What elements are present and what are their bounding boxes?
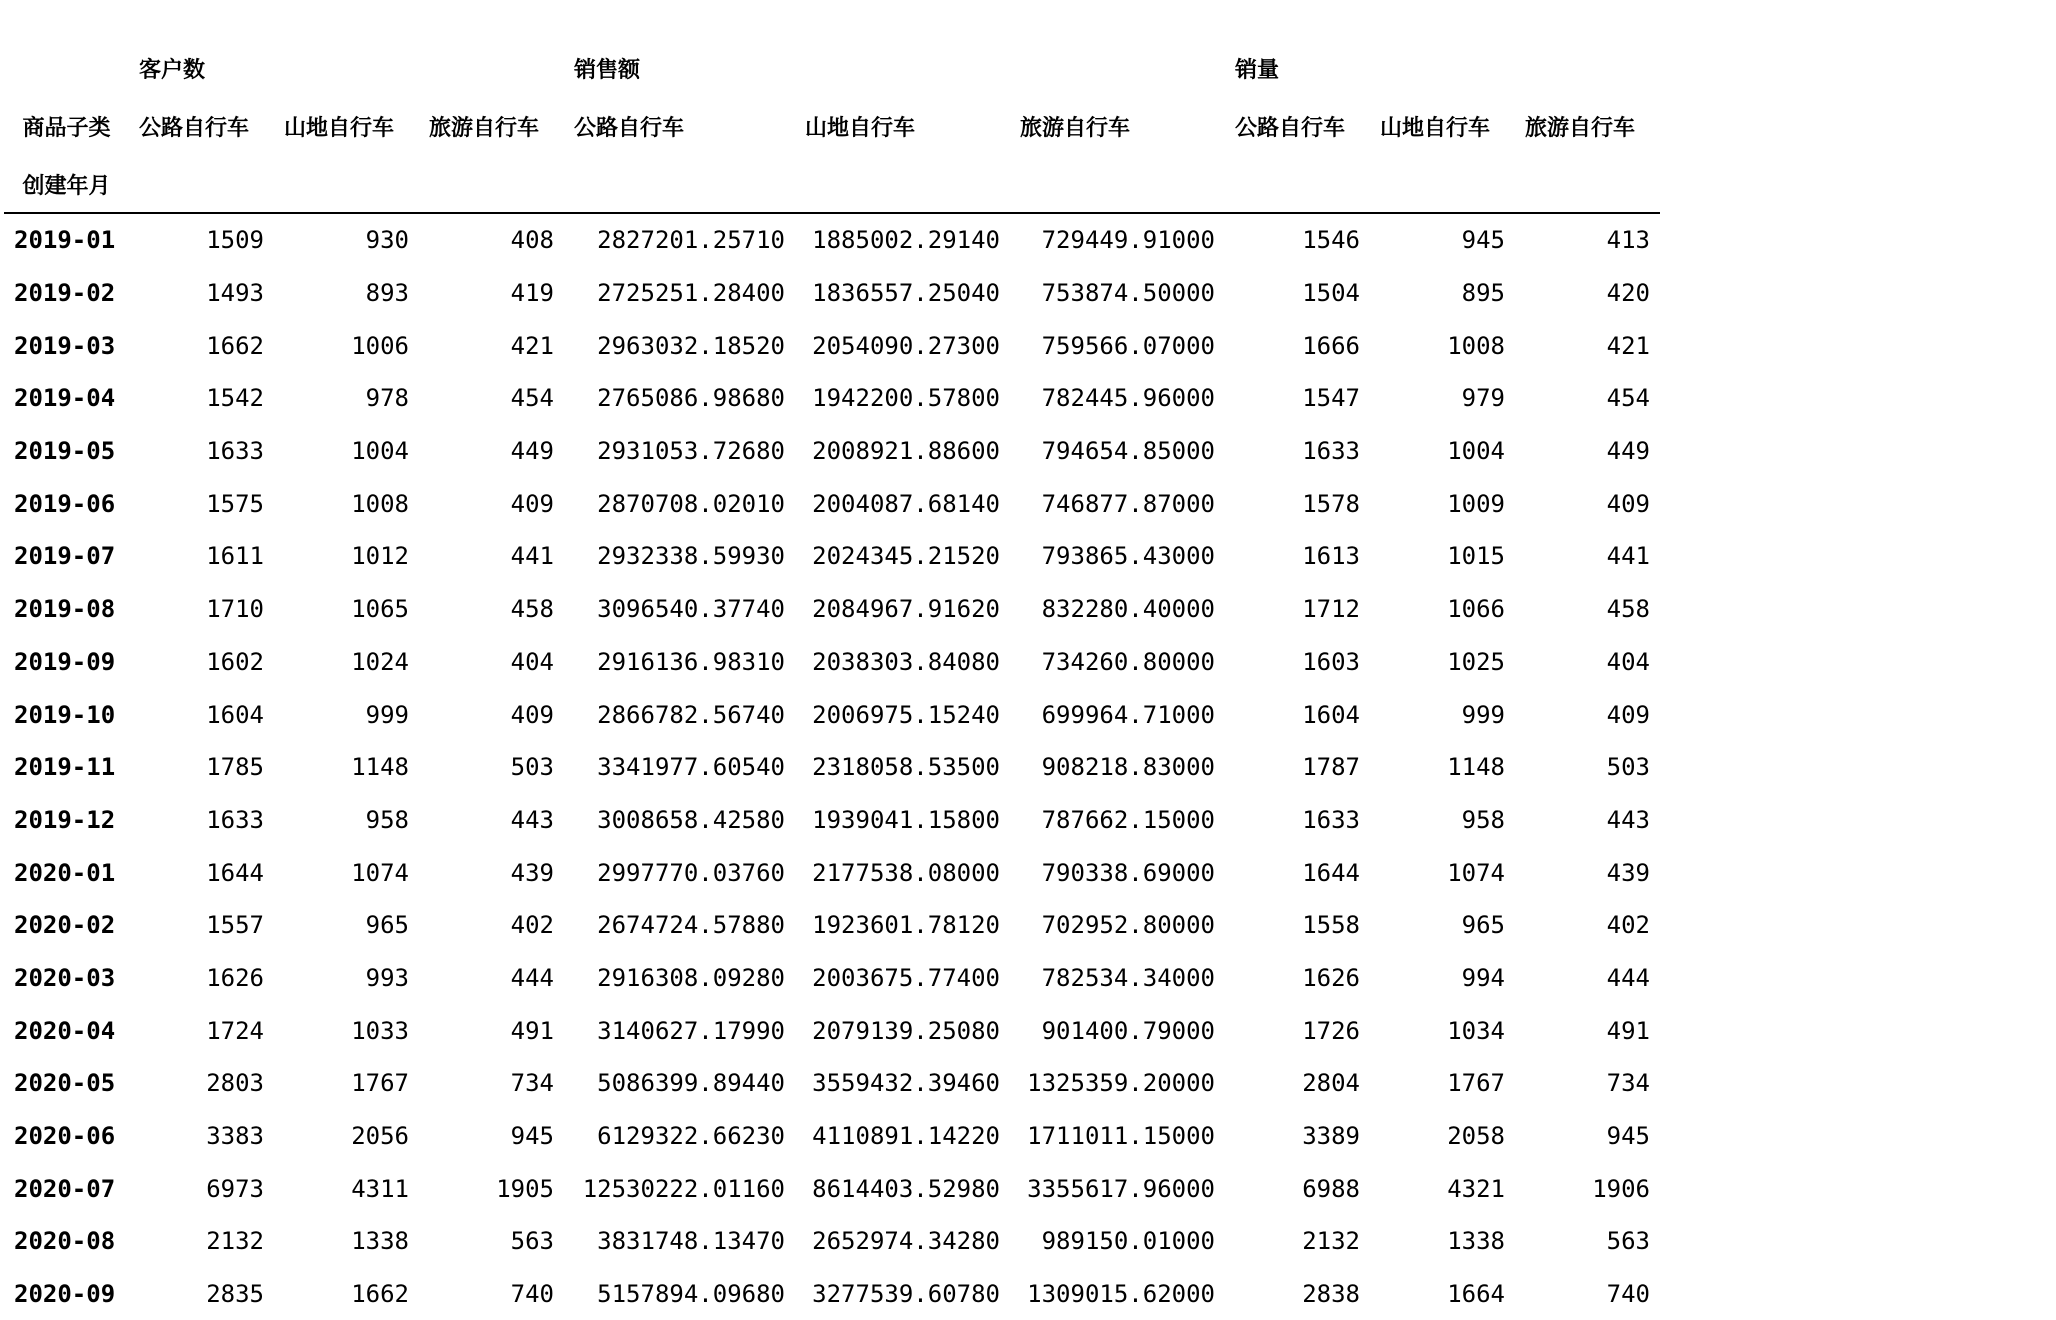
cell-quantity-road: 1626 [1302,963,1360,992]
cell-sales-touring: 782534.34000 [1041,963,1215,992]
table-row [4,425,1660,478]
cell-quantity-road: 1712 [1302,595,1360,624]
cell-sales-touring: 699964.71000 [1041,700,1215,729]
row-label-month: 2019-06 [14,489,116,518]
row-label-month: 2020-08 [14,1227,116,1256]
cell-quantity-touring: 563 [1606,1227,1650,1256]
cell-sales-mountain: 2006975.15240 [812,700,1000,729]
cell-sales-road: 3831748.13470 [597,1227,785,1256]
group-header-customers: 客户数 [139,57,206,83]
cell-customers-touring: 443 [510,805,554,834]
cell-quantity-mountain: 1009 [1447,489,1505,518]
cell-quantity-mountain: 999 [1461,700,1505,729]
cell-quantity-mountain: 979 [1461,384,1505,413]
cell-sales-touring: 734260.80000 [1041,647,1215,676]
cell-quantity-road: 1787 [1302,753,1360,782]
cell-customers-touring: 441 [510,542,554,571]
cell-sales-road: 3096540.37740 [597,595,785,624]
row-label-month: 2019-07 [14,542,116,571]
cell-quantity-mountain: 958 [1461,805,1505,834]
cell-customers-mountain: 930 [365,226,409,255]
cell-sales-mountain: 2318058.53500 [812,753,1000,782]
table-row [4,688,1660,741]
cell-sales-road: 2866782.56740 [597,700,785,729]
cell-quantity-road: 1547 [1302,384,1360,413]
cell-sales-road: 2931053.72680 [597,437,785,466]
cell-sales-mountain: 1942200.57800 [812,384,1000,413]
cell-quantity-mountain: 1338 [1447,1227,1505,1256]
row-label-month: 2019-01 [14,226,116,255]
table-row [4,741,1660,794]
group-header-quantity: 销量 [1235,57,1280,83]
table-row [4,636,1660,689]
cell-sales-road: 2674724.57880 [597,911,785,940]
cell-quantity-mountain: 2058 [1447,1122,1505,1151]
cell-sales-touring: 901400.79000 [1041,1016,1215,1045]
cell-sales-mountain: 1836557.25040 [812,279,1000,308]
cell-quantity-road: 1546 [1302,226,1360,255]
cell-customers-road: 1644 [206,858,264,887]
cell-quantity-touring: 1906 [1592,1174,1650,1203]
cell-sales-touring: 790338.69000 [1041,858,1215,887]
cell-customers-road: 1604 [206,700,264,729]
table-row [4,899,1660,952]
row-label-month: 2020-06 [14,1122,116,1151]
cell-quantity-mountain: 945 [1461,226,1505,255]
cell-sales-touring: 832280.40000 [1041,595,1215,624]
cell-customers-touring: 458 [510,595,554,624]
row-label-month: 2020-02 [14,911,116,940]
cell-customers-mountain: 4311 [351,1174,409,1203]
subcategory-header: 公路自行车 [1235,115,1346,141]
cell-sales-road: 12530222.01160 [582,1174,785,1203]
cell-customers-touring: 409 [510,700,554,729]
table-row [4,213,1660,267]
cell-sales-road: 6129322.66230 [597,1122,785,1151]
cell-customers-mountain: 1148 [351,753,409,782]
cell-sales-road: 2827201.25710 [597,226,785,255]
table-header [4,40,1660,213]
row-label-month: 2019-02 [14,279,116,308]
cell-quantity-touring: 945 [1606,1122,1650,1151]
row-index-name: 创建年月 [22,173,111,199]
table-row [4,477,1660,530]
cell-sales-mountain: 1923601.78120 [812,911,1000,940]
cell-customers-road: 1710 [206,595,264,624]
pivot-table-container [4,40,1660,1320]
subcategory-header: 旅游自行车 [1020,115,1131,141]
cell-quantity-touring: 734 [1606,1069,1650,1098]
cell-sales-touring: 908218.83000 [1041,753,1215,782]
table-row [4,1057,1660,1110]
cell-quantity-mountain: 1015 [1447,542,1505,571]
row-label-month: 2020-07 [14,1174,116,1203]
table-row [4,1268,1660,1320]
table-row [4,952,1660,1005]
cell-sales-touring: 3355617.96000 [1027,1174,1215,1203]
cell-customers-road: 1633 [206,805,264,834]
cell-sales-mountain: 2004087.68140 [812,489,1000,518]
cell-customers-road: 1557 [206,911,264,940]
cell-quantity-road: 1603 [1302,647,1360,676]
cell-quantity-touring: 449 [1606,437,1650,466]
cell-quantity-touring: 491 [1606,1016,1650,1045]
cell-customers-mountain: 999 [365,700,409,729]
cell-quantity-mountain: 1008 [1447,331,1505,360]
cell-sales-touring: 782445.96000 [1041,384,1215,413]
cell-quantity-touring: 503 [1606,753,1650,782]
row-label-month: 2019-04 [14,384,116,413]
cell-quantity-mountain: 1148 [1447,753,1505,782]
cell-quantity-touring: 454 [1606,384,1650,413]
cell-sales-road: 2870708.02010 [597,489,785,518]
row-label-month: 2019-10 [14,700,116,729]
cell-sales-touring: 729449.91000 [1041,226,1215,255]
cell-customers-mountain: 993 [365,963,409,992]
subcategory-header: 公路自行车 [139,115,250,141]
cell-sales-mountain: 3559432.39460 [812,1069,1000,1098]
cell-customers-mountain: 1767 [351,1069,409,1098]
columns-index-name: 商品子类 [22,115,111,141]
cell-quantity-road: 6988 [1302,1174,1360,1203]
cell-customers-road: 1724 [206,1016,264,1045]
row-label-month: 2020-09 [14,1280,116,1309]
cell-customers-road: 1602 [206,647,264,676]
table-row [4,1162,1660,1215]
cell-quantity-road: 1633 [1302,437,1360,466]
cell-quantity-touring: 402 [1606,911,1650,940]
cell-sales-road: 2963032.18520 [597,331,785,360]
cell-customers-mountain: 978 [365,384,409,413]
table-row [4,1110,1660,1163]
cell-customers-touring: 404 [510,647,554,676]
cell-quantity-touring: 458 [1606,595,1650,624]
cell-quantity-mountain: 1066 [1447,595,1505,624]
cell-customers-mountain: 1338 [351,1227,409,1256]
cell-quantity-touring: 404 [1606,647,1650,676]
cell-customers-mountain: 965 [365,911,409,940]
cell-customers-mountain: 2056 [351,1122,409,1151]
cell-quantity-road: 1604 [1302,700,1360,729]
subcategory-header: 山地自行车 [284,115,395,141]
cell-sales-mountain: 4110891.14220 [812,1122,1000,1151]
cell-customers-mountain: 1033 [351,1016,409,1045]
table-row [4,530,1660,583]
cell-sales-touring: 793865.43000 [1041,542,1215,571]
cell-quantity-touring: 444 [1606,963,1650,992]
cell-customers-road: 1633 [206,437,264,466]
cell-customers-road: 1542 [206,384,264,413]
cell-quantity-road: 1578 [1302,489,1360,518]
cell-customers-mountain: 958 [365,805,409,834]
cell-customers-mountain: 1006 [351,331,409,360]
table-row [4,1215,1660,1268]
cell-quantity-touring: 439 [1606,858,1650,887]
cell-customers-mountain: 1662 [351,1280,409,1309]
row-label-month: 2020-01 [14,858,116,887]
cell-customers-touring: 1905 [496,1174,554,1203]
cell-customers-road: 3383 [206,1122,264,1151]
cell-quantity-touring: 409 [1606,489,1650,518]
cell-quantity-road: 2838 [1302,1280,1360,1309]
table-row [4,1004,1660,1057]
table-row [4,583,1660,636]
cell-customers-touring: 454 [510,384,554,413]
cell-customers-road: 1509 [206,226,264,255]
cell-sales-mountain: 2054090.27300 [812,331,1000,360]
cell-quantity-touring: 409 [1606,700,1650,729]
cell-customers-mountain: 1024 [351,647,409,676]
cell-sales-mountain: 2079139.25080 [812,1016,1000,1045]
table-row [4,319,1660,372]
cell-quantity-mountain: 895 [1461,279,1505,308]
subcategory-header: 山地自行车 [805,115,916,141]
cell-quantity-road: 1558 [1302,911,1360,940]
cell-sales-road: 2997770.03760 [597,858,785,887]
table-row [4,267,1660,320]
cell-quantity-road: 2132 [1302,1227,1360,1256]
cell-sales-touring: 794654.85000 [1041,437,1215,466]
cell-customers-road: 1785 [206,753,264,782]
cell-quantity-mountain: 4321 [1447,1174,1505,1203]
cell-sales-mountain: 2652974.34280 [812,1227,1000,1256]
cell-sales-mountain: 2008921.88600 [812,437,1000,466]
cell-quantity-mountain: 965 [1461,911,1505,940]
cell-quantity-road: 1613 [1302,542,1360,571]
cell-quantity-touring: 441 [1606,542,1650,571]
cell-sales-touring: 702952.80000 [1041,911,1215,940]
row-label-month: 2020-05 [14,1069,116,1098]
cell-quantity-mountain: 994 [1461,963,1505,992]
cell-quantity-road: 1504 [1302,279,1360,308]
cell-customers-touring: 740 [510,1280,554,1309]
cell-customers-touring: 945 [510,1122,554,1151]
cell-sales-road: 3341977.60540 [597,753,785,782]
table-row [4,846,1660,899]
cell-customers-road: 1662 [206,331,264,360]
row-label-month: 2019-12 [14,805,116,834]
cell-customers-mountain: 1008 [351,489,409,518]
cell-customers-touring: 408 [510,226,554,255]
cell-sales-touring: 989150.01000 [1041,1227,1215,1256]
row-label-month: 2019-05 [14,437,116,466]
cell-customers-touring: 421 [510,331,554,360]
cell-sales-road: 2916136.98310 [597,647,785,676]
cell-customers-touring: 409 [510,489,554,518]
cell-customers-road: 1575 [206,489,264,518]
subcategory-header: 公路自行车 [574,115,685,141]
cell-customers-touring: 503 [510,753,554,782]
cell-quantity-road: 1726 [1302,1016,1360,1045]
cell-quantity-mountain: 1004 [1447,437,1505,466]
cell-sales-mountain: 8614403.52980 [812,1174,1000,1203]
cell-quantity-road: 2804 [1302,1069,1360,1098]
cell-sales-mountain: 3277539.60780 [812,1280,1000,1309]
cell-sales-touring: 787662.15000 [1041,805,1215,834]
cell-customers-mountain: 1065 [351,595,409,624]
cell-customers-road: 2132 [206,1227,264,1256]
cell-customers-touring: 419 [510,279,554,308]
header-blank [4,40,129,96]
row-label-month: 2019-09 [14,647,116,676]
cell-sales-mountain: 2024345.21520 [812,542,1000,571]
row-label-month: 2019-08 [14,595,116,624]
cell-sales-road: 5157894.09680 [597,1280,785,1309]
table-row [4,372,1660,425]
cell-sales-mountain: 1939041.15800 [812,805,1000,834]
subcategory-header: 旅游自行车 [1525,115,1636,141]
cell-customers-touring: 734 [510,1069,554,1098]
cell-sales-road: 2725251.28400 [597,279,785,308]
cell-quantity-mountain: 1025 [1447,647,1505,676]
cell-quantity-mountain: 1767 [1447,1069,1505,1098]
cell-customers-touring: 444 [510,963,554,992]
cell-customers-touring: 449 [510,437,554,466]
group-header-sales: 销售额 [574,57,641,83]
cell-sales-mountain: 2177538.08000 [812,858,1000,887]
table-row [4,794,1660,847]
cell-customers-road: 2803 [206,1069,264,1098]
cell-customers-touring: 563 [510,1227,554,1256]
cell-sales-road: 2765086.98680 [597,384,785,413]
cell-sales-touring: 746877.87000 [1041,489,1215,518]
cell-sales-mountain: 1885002.29140 [812,226,1000,255]
cell-quantity-mountain: 1074 [1447,858,1505,887]
cell-sales-road: 3140627.17990 [597,1016,785,1045]
cell-quantity-road: 1633 [1302,805,1360,834]
cell-customers-touring: 491 [510,1016,554,1045]
row-label-month: 2020-03 [14,963,116,992]
cell-sales-mountain: 2084967.91620 [812,595,1000,624]
row-label-month: 2019-11 [14,753,116,782]
subcategory-header: 旅游自行车 [429,115,540,141]
cell-quantity-road: 3389 [1302,1122,1360,1151]
cell-sales-touring: 1325359.20000 [1027,1069,1215,1098]
cell-sales-mountain: 2038303.84080 [812,647,1000,676]
subcategory-header: 山地自行车 [1380,115,1491,141]
cell-customers-road: 2835 [206,1280,264,1309]
cell-sales-road: 2916308.09280 [597,963,785,992]
cell-sales-road: 3008658.42580 [597,805,785,834]
cell-sales-touring: 1711011.15000 [1027,1122,1215,1151]
cell-sales-touring: 753874.50000 [1041,279,1215,308]
cell-customers-touring: 402 [510,911,554,940]
cell-sales-touring: 1309015.62000 [1027,1280,1215,1309]
pivot-table [4,40,1660,1320]
cell-quantity-road: 1666 [1302,331,1360,360]
header-row-groups [4,40,1660,96]
cell-quantity-touring: 413 [1606,226,1650,255]
cell-customers-road: 1493 [206,279,264,308]
cell-customers-mountain: 1012 [351,542,409,571]
cell-sales-mountain: 2003675.77400 [812,963,1000,992]
cell-quantity-touring: 740 [1606,1280,1650,1309]
cell-sales-road: 5086399.89440 [597,1069,785,1098]
cell-customers-road: 1626 [206,963,264,992]
cell-customers-mountain: 1074 [351,858,409,887]
cell-customers-road: 1611 [206,542,264,571]
row-label-month: 2020-04 [14,1016,116,1045]
cell-sales-touring: 759566.07000 [1041,331,1215,360]
cell-quantity-touring: 420 [1606,279,1650,308]
header-row-index-name [4,156,1660,213]
cell-quantity-touring: 443 [1606,805,1650,834]
cell-customers-touring: 439 [510,858,554,887]
cell-quantity-mountain: 1034 [1447,1016,1505,1045]
cell-quantity-mountain: 1664 [1447,1280,1505,1309]
cell-sales-road: 2932338.59930 [597,542,785,571]
table-body [4,213,1660,1320]
header-row-subcategories [4,96,1660,156]
cell-quantity-road: 1644 [1302,858,1360,887]
cell-quantity-touring: 421 [1606,331,1650,360]
cell-customers-mountain: 893 [365,279,409,308]
row-label-month: 2019-03 [14,331,116,360]
cell-customers-road: 6973 [206,1174,264,1203]
cell-customers-mountain: 1004 [351,437,409,466]
